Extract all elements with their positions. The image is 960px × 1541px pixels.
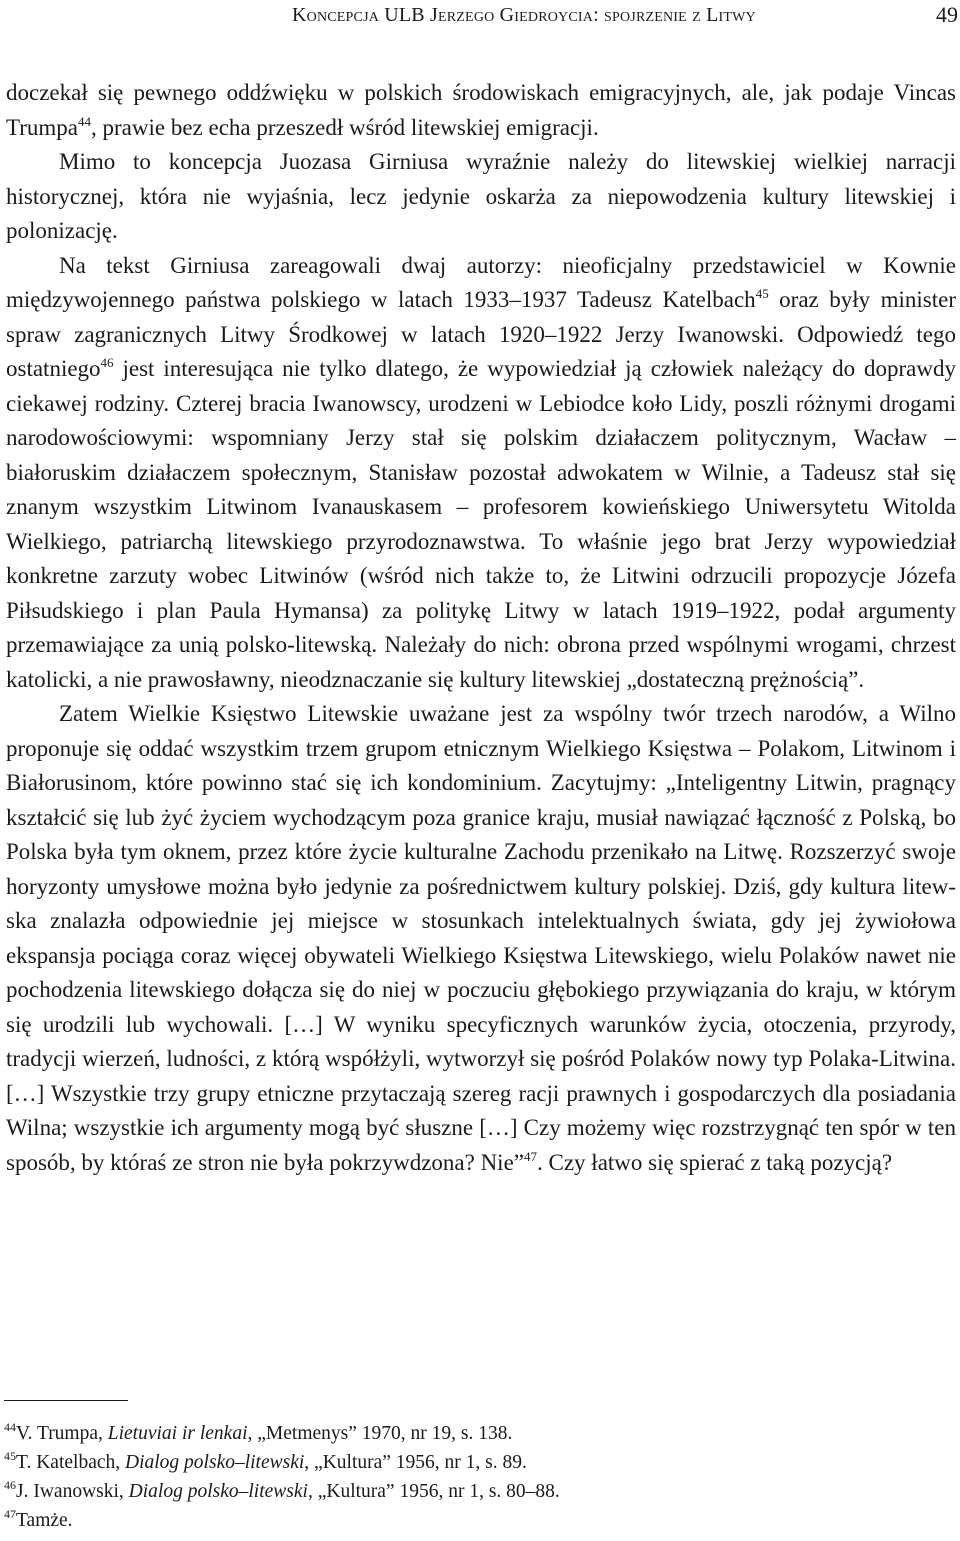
footnote-reference: 47 [524,1148,537,1164]
text-run: jest interesująca nie tylko dlatego, że wypowiedział ją człowiek należący do doprawdy ciekawej rodziny. Czterej bracia Iwanowscy, urodzeni w Lebiodce koło Lidy, poszli różnymi drogami narodowościowymi: wspomniany Jerzy stał się polskim działaczem politycznym, Wacław – białoruskim działaczem społecznym, Stanisław pozostał adwokatem w Wilnie, a Tadeusz stał się znanym wszystkim Litwinom Ivanauskasem – profesorem kowieńskiego Uniwersytetu Witolda Wielkiego, patriarchą litewskiego przyrodoznawstwa. To właśnie jego brat Jerzy wypowiedział konkretne zarzuty wobec Litwinów (wśród nich także to, że Litwini odrzucili propozycje Józefa Piłsudskiego i plan Paula Hymansa) za politykę Litwy w latach 1919–1922, podał argumenty przemawiające za unią polsko-litewską. Należały do nich: obrona przed wspólnymi wrogami, chrzest katolicki, a nie prawosławny, nieodznaczanie się kultury litewskiej „dostateczną prężnością”. [6,356,956,692]
footnote-text: J. Iwanowski, [16,1481,129,1502]
footnote-45 [4,1448,944,1477]
footnote-reference: 46 [100,355,114,370]
page-header [0,0,960,30]
footnote-text: , „Metmenys” 1970, nr 19, s. 138. [247,1423,513,1444]
footnote-text: T. Katelbach, [16,1452,126,1473]
text-run: oraz były minister spraw zagranicznych Litwy Środkowej w latach 1920–1922 Jerzy Iwanowski. Odpowiedź tego ostatniego [6,287,956,381]
running-title: Koncepcja ULB Jerzego Giedroycia: spojrzenie z Litwy [292,4,756,26]
footnote-text: , „Kultura” 1956, nr 1, s. 89. [304,1452,527,1473]
footnote-title: Dialog polsko–litewski [128,1481,308,1502]
footnote-46 [4,1477,944,1506]
footnote-reference: 44 [78,113,91,129]
footnote-47 [4,1506,944,1535]
footnote-reference: 45 [755,286,769,301]
footnote-title: Lietuviai ir lenkai [107,1423,248,1444]
footnote-divider [4,1400,128,1401]
footnote-text: Tamże. [16,1510,73,1531]
page-number: 49 [936,2,958,27]
footnote-44 [4,1419,944,1448]
footnote-text: , „Kultura” 1956, nr 1, s. 80–88. [307,1481,560,1502]
paragraph [6,249,956,698]
footnote-number: 45 [4,1449,16,1463]
text-run: Mimo to koncepcja Juozasa Girniusa wyraźnie należy do litewskiej wielkiej narracji historycznej, która nie wyjaśnia, lecz jedynie oskarża za niepowodzenia kultury litewskiej i polonizację. [6,149,956,243]
paragraph [6,145,956,249]
footnote-text: V. Trumpa, [16,1423,108,1444]
text-run: Zatem Wielkie Księstwo Litewskie uważane jest za wspólny twór trzech narodów, a Wilno proponuje się oddać wszystkim trzem grupom etnicznym Wielkiego Księstwa – Polakom, Litwinom i Białorusinom, które powinno stać się ich kondominium. Zacytujmy: „Inteligentny Litwin, pragnący kształcić się lub żyć życiem wychodzącym poza granice kraju, musiał nawiązać łączność z Polską, bo Polska była tym oknem, przez które życie kulturalne Zachodu przenikało na Litwę. Rozszerzyć swoje horyzonty umysłowe można było jedynie za pośrednictwem kultury polskiej. Dziś, gdy kultura litewska znalazła odpowiednie jej miejsce w stosunkach intelektualnych świata, gdy jej żywiołowa ekspansja pociąga coraz więcej obywateli Wielkiego Księstwa Litewskiego, wielu Polaków nawet nie pochodzenia litewskiego dołącza się do niej w poczuciu głębokiego przywiązania do kraju, w którym się urodzili lub wychowali. […] W wyniku specyficznych warunków życia, otoczenia, przyrody, tradycji wierzeń, ludności, z którą współżyli, wytworzył się pośród Polaków nowy typ Polaka-Litwina. […] Wszystkie trzy grupy etniczne przytaczają szereg racji prawnych i gospodarczych dla posiadania Wilna; wszystkie ich argumenty mogą być słuszne […] Czy możemy więc rozstrzygnąć ten spór w ten sposób, by któraś ze stron nie była pokrzywdzona? Nie” [6,701,956,1175]
text-run: . Czy łatwo się spierać z taką pozycją? [537,1149,893,1175]
text-run: , prawie bez echa przeszedł wśród litewskiej emigracji. [91,114,599,140]
text-run: Na tekst Girniusa zareagowali dwaj autorzy: nieoficjalny przedstawiciel w Kownie międzywojennego państwa polskiego w latach 1933–1937 Tadeusz Katelbach [6,252,956,312]
footnote-number: 44 [4,1420,16,1434]
paragraph [6,697,956,1180]
footnote-number: 46 [4,1478,16,1492]
footnotes [4,1419,944,1535]
paragraph [6,76,956,145]
main-text [6,76,956,1180]
footnote-title: Dialog polsko–litewski [125,1452,305,1473]
text-run: doczekał się pewnego oddźwięku w polskich środowiskach emigracyjnych, ale, jak podaje Vincas Trumpa [6,80,956,140]
footnote-number: 47 [4,1507,16,1521]
